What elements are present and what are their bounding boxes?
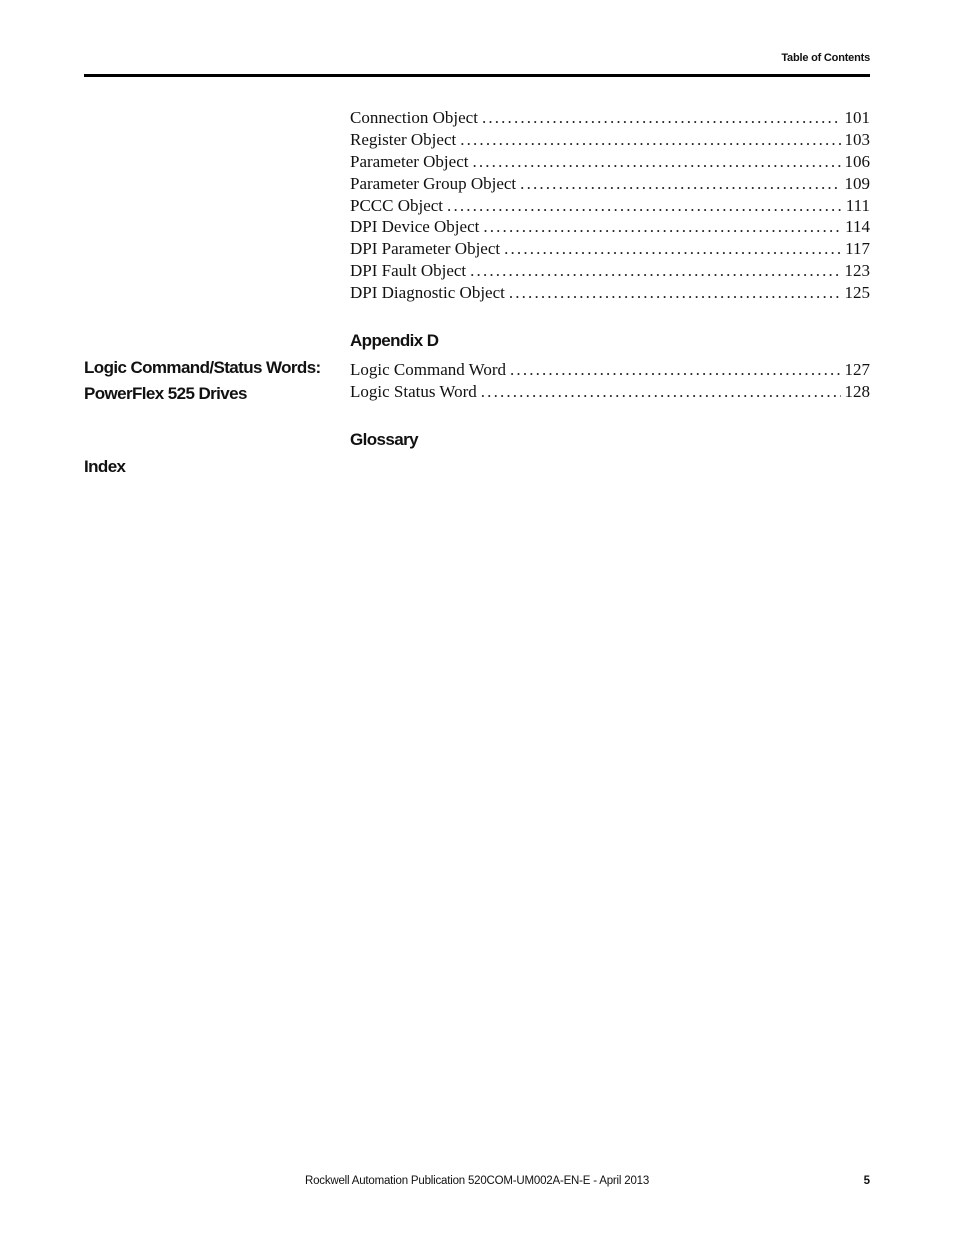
glossary-heading[interactable]: Glossary — [350, 430, 418, 449]
dot-leader — [504, 238, 841, 260]
toc-entry-title: Connection Object — [350, 108, 478, 127]
toc-list-appendix-d — [350, 359, 870, 403]
toc-entry[interactable] — [350, 129, 870, 151]
toc-entry-title: DPI Diagnostic Object — [350, 283, 505, 303]
dot-leader — [510, 359, 840, 381]
appendix-d-side-title-line1: Logic Command/Status Words: — [84, 358, 321, 377]
dot-leader — [481, 381, 841, 403]
toc-entry-page: 127 — [844, 360, 870, 379]
toc-entry[interactable] — [350, 282, 870, 304]
toc-entry[interactable] — [350, 173, 870, 195]
toc-entry-title: Parameter Group Object — [350, 173, 517, 193]
toc-entry-page: 101 — [844, 108, 870, 127]
toc-entry-title: DPI Fault Object — [350, 261, 467, 281]
index-heading[interactable]: Index — [84, 457, 126, 476]
footer-publication: Rockwell Automation Publication 520COM-UM002A-EN-E - April 2013 — [304, 1175, 650, 1187]
toc-entry-title: PCCC Object — [350, 195, 444, 215]
toc-entry[interactable] — [350, 260, 870, 282]
toc-entry-page: 125 — [844, 283, 870, 303]
dot-leader — [509, 282, 841, 304]
toc-entry-page: 123 — [844, 261, 870, 281]
toc-entry-page: 109 — [844, 173, 870, 193]
toc-entry[interactable] — [350, 107, 870, 129]
dot-leader — [472, 151, 840, 173]
toc-entry[interactable] — [350, 195, 870, 217]
toc-entry-title: DPI Device Object — [350, 217, 480, 237]
dot-leader — [470, 260, 840, 282]
toc-entry[interactable] — [350, 151, 870, 173]
appendix-d-side-title-line2: PowerFlex 525 Drives — [84, 384, 247, 403]
toc-entry-page: 117 — [845, 239, 870, 259]
toc-entry-page: 106 — [844, 151, 870, 171]
dot-leader — [520, 173, 840, 195]
toc-list-objects — [350, 107, 870, 304]
toc-entry-page: 103 — [844, 129, 870, 149]
appendix-d-side-title — [84, 355, 324, 407]
toc-entry[interactable] — [350, 359, 870, 381]
toc-entry[interactable] — [350, 238, 870, 260]
page-header-title: Table of Contents — [781, 52, 870, 64]
dot-leader — [483, 216, 841, 238]
dot-leader — [482, 107, 841, 129]
toc-entry-title: Register Object — [350, 129, 457, 149]
appendix-d-heading[interactable]: Appendix D — [350, 331, 439, 350]
dot-leader — [447, 195, 842, 217]
toc-entry[interactable] — [350, 216, 870, 238]
toc-entry-page: 114 — [845, 217, 870, 237]
toc-entry-title: DPI Parameter Object — [350, 239, 501, 259]
footer-page-number: 5 — [863, 1175, 870, 1187]
toc-entry-page: 128 — [844, 381, 870, 401]
toc-entry[interactable] — [350, 381, 870, 403]
dot-leader — [460, 129, 840, 151]
toc-entry-page: 111 — [845, 195, 870, 215]
toc-entry-title: Logic Command Word — [350, 360, 507, 379]
toc-entry-title: Parameter Object — [350, 151, 469, 171]
header-rule — [84, 74, 870, 77]
toc-entry-title: Logic Status Word — [350, 381, 477, 401]
